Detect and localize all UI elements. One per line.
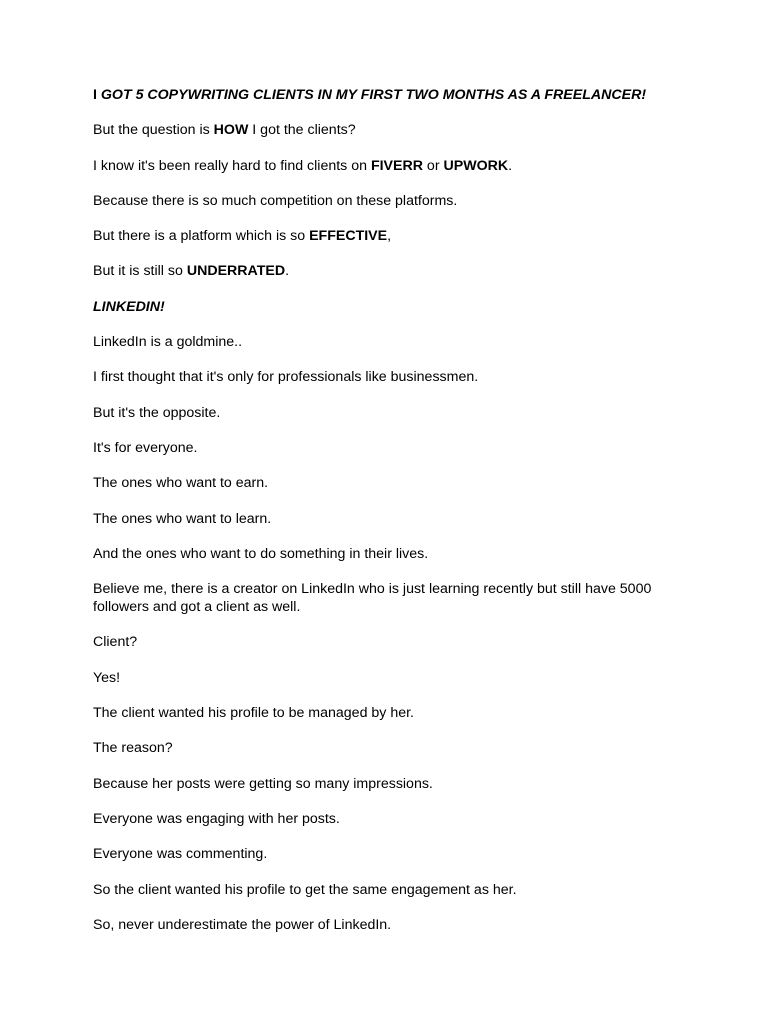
paragraph-everyone: It's for everyone.	[93, 439, 198, 456]
paragraph-opposite: But it's the opposite.	[93, 404, 221, 421]
paragraph-creator: Believe me, there is a creator on LinkedIn who is just learning recently but still have 5000 followers and got a client as well.	[93, 581, 652, 616]
text-run: .	[508, 157, 513, 174]
text-run: or	[422, 157, 444, 174]
paragraph-learn: The ones who want to learn.	[93, 510, 272, 527]
bold-run: EFFECTIVE	[309, 228, 388, 245]
paragraph-underrated	[93, 262, 673, 280]
bold-run: UNDERRATED	[186, 263, 286, 280]
paragraph-lives: And the ones who want to do something in their lives.	[93, 545, 429, 562]
paragraph-fiverr	[93, 157, 673, 175]
heading-lead: I	[93, 87, 101, 103]
text-run: .	[285, 263, 290, 280]
document-page	[93, 86, 673, 951]
document-heading	[93, 86, 673, 104]
paragraph-how	[93, 121, 673, 139]
paragraph-earn: The ones who want to earn.	[93, 475, 269, 492]
paragraph-commenting: Everyone was commenting.	[93, 846, 268, 863]
bold-run: HOW	[213, 122, 249, 139]
paragraph-effective	[93, 227, 673, 245]
paragraph-engaging: Everyone was engaging with her posts.	[93, 810, 340, 827]
paragraph-power: So, never underestimate the power of LinkedIn.	[93, 916, 392, 933]
paragraph-yes: Yes!	[93, 669, 121, 686]
text-run: I got the clients?	[248, 122, 356, 139]
paragraph-linkedin-heading: LINKEDIN!	[93, 298, 165, 315]
paragraph-competition: Because there is so much competition on these platforms.	[93, 192, 458, 209]
text-run: But it is still so	[93, 263, 187, 280]
paragraph-impressions: Because her posts were getting so many impressions.	[93, 775, 433, 792]
bold-run: UPWORK	[443, 157, 509, 174]
paragraph-reason: The reason?	[93, 740, 173, 757]
paragraph-managed: The client wanted his profile to be managed by her.	[93, 705, 414, 722]
paragraph-professionals: I first thought that it's only for professionals like businessmen.	[93, 369, 479, 386]
text-run: I know it's been really hard to find clients on	[93, 157, 371, 174]
text-run: ,	[387, 228, 392, 245]
bold-run: FIVERR	[370, 157, 423, 174]
heading-text: GOT 5 COPYWRITING CLIENTS IN MY FIRST TWO MONTHS AS A FREELANCER!	[100, 87, 647, 103]
paragraph-client-question: Client?	[93, 634, 138, 651]
paragraph-goldmine: LinkedIn is a goldmine..	[93, 334, 243, 351]
paragraph-engagement: So the client wanted his profile to get the same engagement as her.	[93, 881, 517, 898]
text-run: But there is a platform which is so	[93, 228, 310, 245]
text-run: But the question is	[93, 122, 214, 139]
